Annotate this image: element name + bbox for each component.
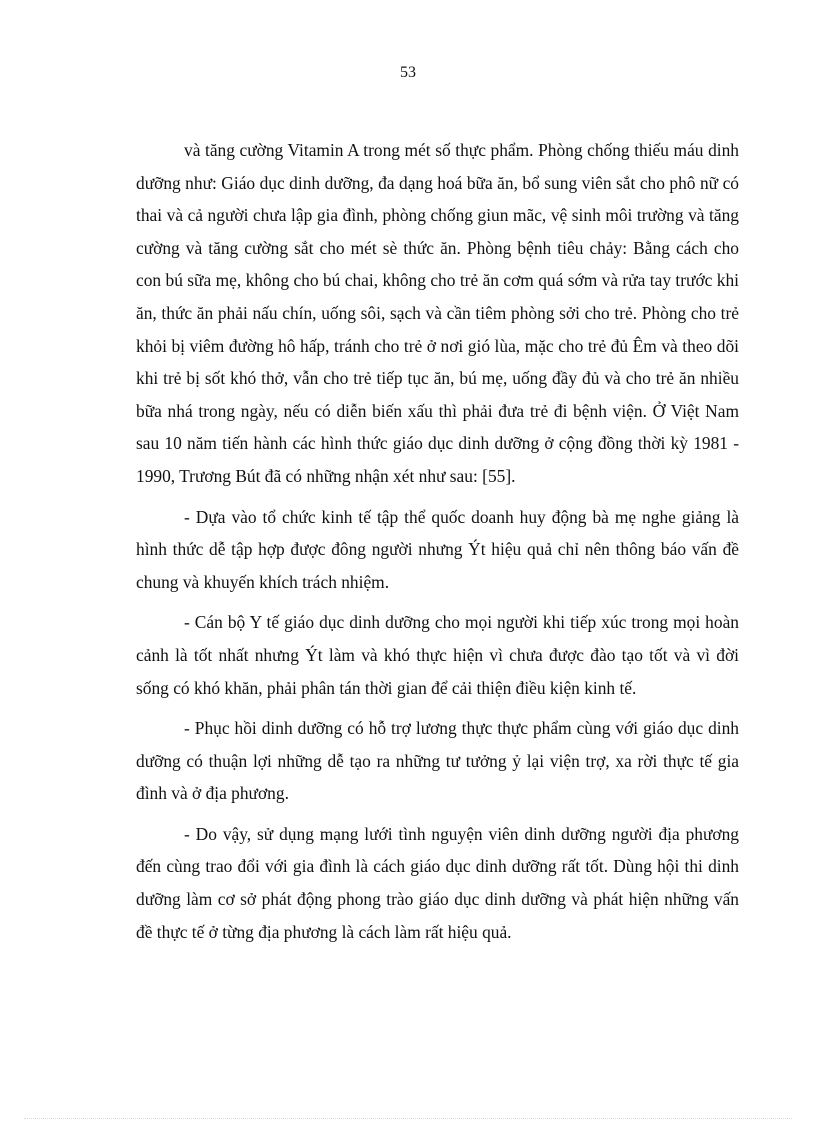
paragraph-nutrition-intro: và tăng cường Vitamin A trong mét số thực phẩm. Phòng chống thiếu máu dinh dưỡng như: Giáo dục dinh dưỡng, đa dạng hoá bữa ăn, bổ sung viên sắt cho phô nữ có thai và cả người chưa lập gia đình, phòng chống giun mãc, vệ sinh môi trường và tăng cường và tăng cường sắt cho mét sè thức ăn. Phòng bệnh tiêu chảy: Bằng cách cho con bú sữa mẹ, không cho bú chai, không cho trẻ ăn cơm quá sớm và rửa tay trước khi ăn, thức ăn phải nấu chín, uống sôi, sạch và cần tiêm phòng sởi cho trẻ. Phòng cho trẻ khỏi bị viêm đường hô hấp, tránh cho trẻ ở nơi gió lùa, mặc cho trẻ đủ Êm và theo dõi khi trẻ bị sốt khó thở, vẫn cho trẻ tiếp tục ăn, bú mẹ, uống đầy đủ và cho trẻ ăn nhiều bữa nhá trong ngày, nếu có diễn biến xấu thì phải đưa trẻ đi bệnh viện. Ở Việt Nam sau 10 năm tiến hành các hình thức giáo dục dinh dưỡng ở cộng đồng thời kỳ 1981 - 1990, Trương Bút đã có những nhận xét như sau: [55].	[136, 140, 739, 486]
page-number: 53	[400, 64, 416, 81]
paragraph-nutrition-rehabilitation: - Phục hồi dinh dưỡng có hỗ trợ lương thực thực phẩm cùng với giáo dục dinh dưỡng có thuận lợi những dễ tạo ra những tư tưởng ỷ lại viện trợ, xa rời thực tế gia đình và ở địa phương.	[136, 718, 739, 804]
document-body	[136, 134, 739, 956]
paragraph-health-workers: - Cán bộ Y tế giáo dục dinh dưỡng cho mọi người khi tiếp xúc trong mọi hoàn cảnh là tốt nhất nhưng Ýt làm và khó thực hiện vì chưa được đào tạo tốt và vì đời sống có khó khăn, phải phân tán thời gian để cải thiện điều kiện kinh tế.	[136, 612, 739, 698]
paragraph-state-organization: - Dựa vào tổ chức kinh tế tập thể quốc doanh huy động bà mẹ nghe giảng là hình thức dễ tập hợp được đông người nhưng Ýt hiệu quả chỉ nên thông báo vấn đề chung và khuyến khích trách nhiệm.	[136, 506, 739, 592]
paragraph-volunteer-network: - Do vậy, sử dụng mạng lưới tình nguyện viên dinh dưỡng người địa phương đến cùng trao đổi với gia đình là cách giáo dục dinh dưỡng rất tốt. Dùng hội thi dinh dưỡng làm cơ sở phát động phong trào giáo dục dinh dưỡng và phát hiện những vấn đề thực tế ở từng địa phương là cách làm rất hiệu quả.	[136, 823, 739, 942]
bottom-dotted-rule	[24, 1118, 792, 1119]
